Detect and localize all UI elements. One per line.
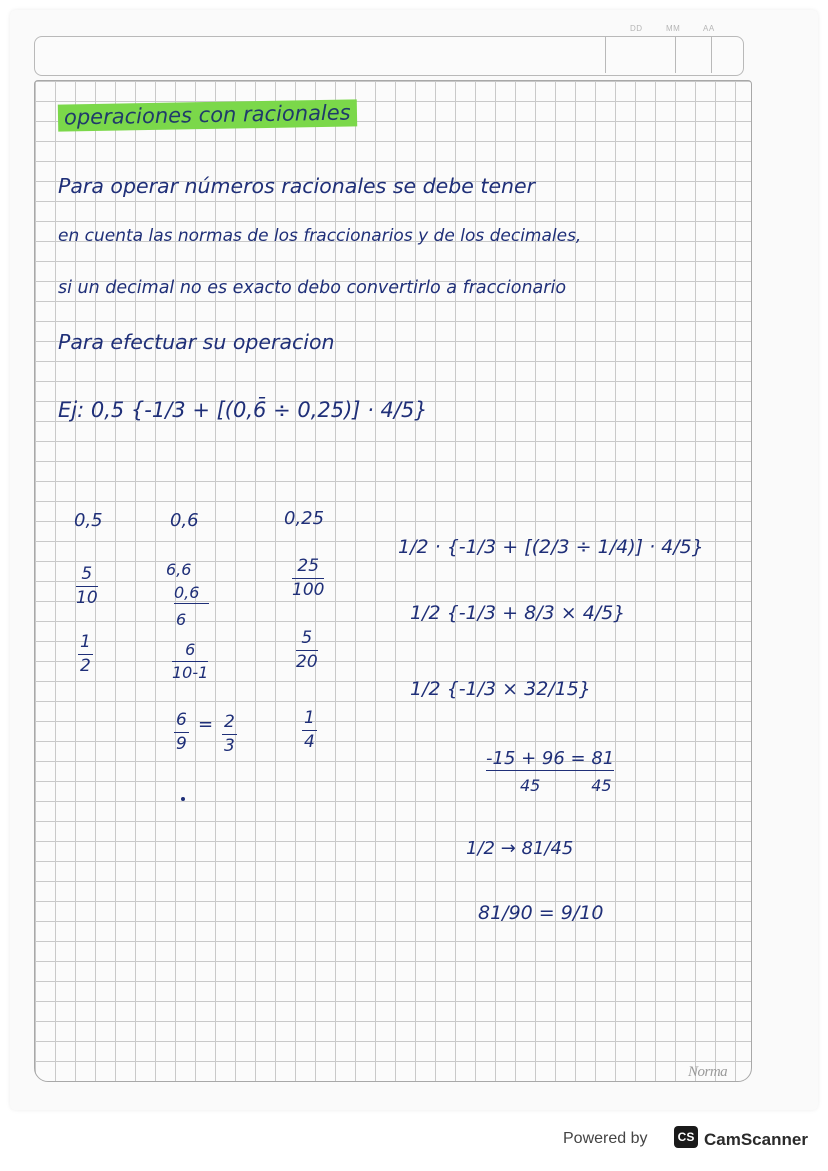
numerator: 6: [172, 642, 208, 662]
denominator: 2: [80, 656, 91, 676]
solution-step-1: 1/2 · {-1/3 + [(2/3 ÷ 1/4)] · 4/5}: [398, 536, 704, 558]
date-label-month: MM: [666, 24, 681, 33]
denominator: 10-1: [172, 663, 209, 682]
camscanner-logo-icon: CS: [674, 1126, 698, 1148]
numerator: 5: [296, 630, 318, 651]
col2-decimal: 0,6: [170, 510, 199, 531]
col2-sub-top: 6,6: [166, 560, 192, 579]
solution-step-4-denominators: 45 45: [520, 776, 612, 795]
denominator: 100: [292, 580, 325, 600]
denominator: 9: [176, 734, 187, 754]
numerator: 6: [174, 712, 189, 733]
date-box-divider: [675, 37, 676, 73]
col2-fraction-3: [222, 714, 237, 755]
date-header-bar: [34, 36, 744, 76]
col1-decimal: 0,5: [74, 510, 103, 531]
col3-fraction-2: [296, 630, 318, 671]
denominator: 3: [224, 736, 235, 756]
powered-by-text: Powered by: [563, 1130, 648, 1147]
notes-line-4: Para efectuar su operacion: [58, 330, 335, 354]
denominator: 10: [76, 588, 98, 608]
numerator: 2: [222, 714, 237, 735]
col3-fraction-3: [302, 710, 317, 751]
solution-step-6: 81/90 = 9/10: [478, 902, 604, 924]
col2-sub-result: 6: [176, 610, 187, 629]
numerator: 25: [292, 558, 324, 579]
notes-line-2: en cuenta las normas de los fraccionarios y de los decimales,: [58, 226, 582, 246]
notes-line-3: si un decimal no es exacto debo convertirlo a fraccionario: [58, 278, 567, 298]
example-expression: Ej: 0,5 {-1/3 + [(0,6̄ ÷ 0,25)] · 4/5}: [58, 398, 428, 422]
numerator: 1: [78, 634, 93, 655]
denominator: 4: [304, 732, 315, 752]
col1-fraction-1: [76, 566, 98, 607]
numerator: 1: [302, 710, 317, 731]
notebook-brand-logo: Norma: [688, 1064, 728, 1080]
date-box-divider: [711, 37, 712, 73]
camscanner-name: CamScanner: [704, 1130, 808, 1149]
notes-line-1: Para operar números racionales se debe tener: [58, 174, 536, 198]
col2-fraction-2: [174, 712, 189, 753]
date-label-day: DD: [630, 24, 643, 33]
solution-step-3: 1/2 {-1/3 × 32/15}: [410, 678, 591, 700]
date-label-year: AA: [703, 24, 715, 33]
col2-equals: =: [198, 714, 214, 735]
col3-decimal: 0,25: [284, 508, 325, 529]
pen-dot: [181, 797, 185, 801]
solution-step-4: -15 + 96 = 81: [486, 748, 615, 769]
notes-title: operaciones con racionales: [58, 99, 357, 131]
solution-step-2: 1/2 {-1/3 + 8/3 × 4/5}: [410, 602, 626, 624]
col2-sub-minus: 0,6: [174, 585, 209, 604]
col2-fraction-1: [172, 642, 208, 681]
numerator: 5: [76, 566, 98, 587]
col1-fraction-2: [78, 634, 93, 675]
denominator: 20: [296, 652, 318, 672]
col3-fraction-1: [292, 558, 324, 599]
date-box-divider: [605, 37, 606, 73]
solution-step-5: 1/2 → 81/45: [466, 838, 574, 859]
